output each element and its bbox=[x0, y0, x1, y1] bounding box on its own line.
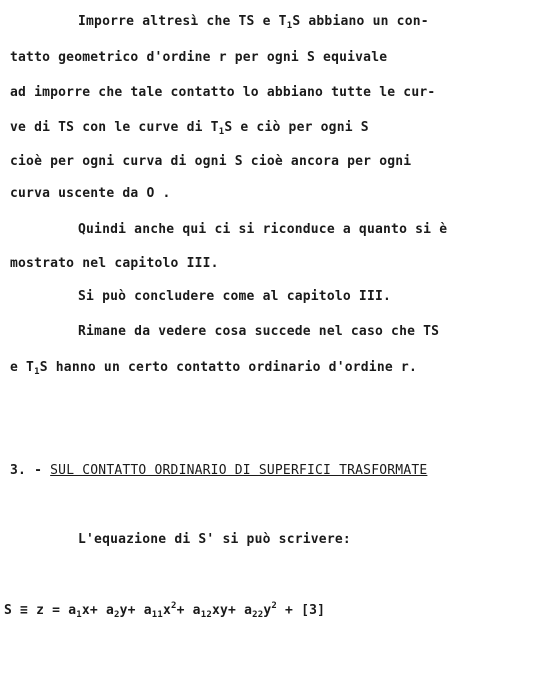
para3-line1: Si può concludere come al capitolo III. bbox=[78, 289, 392, 304]
para1-line1: Imporre altresì che TS e $T_1S$ abbiano un con- bbox=[78, 14, 429, 31]
para1-line6: curva uscente da O . bbox=[10, 186, 171, 201]
section-title: SUL CONTATTO ORDINARIO DI SUPERFICI TRASFORMATE bbox=[50, 463, 428, 478]
para4-line2: e $T_1S$ hanno un certo contatto ordinario d'ordine r. bbox=[10, 360, 417, 377]
para2-line1: Quindi anche qui ci si riconduce a quanto si è bbox=[78, 222, 448, 237]
section-number: 3. - bbox=[10, 463, 51, 478]
para2-line2: mostrato nel capitolo III. bbox=[10, 256, 219, 271]
para1-line3: ad imporre che tale contatto lo abbiano tutte le cur- bbox=[10, 85, 436, 100]
para1-line5: cioè per ogni curva di ogni S cioè ancora per ogni bbox=[10, 154, 412, 169]
equation-3: $S \equiv z = a_1x+ a_2y+ a_{11}x^2+ a_{12}xy+ a_{22}y^2 + [3]$ bbox=[4, 601, 326, 620]
section-heading bbox=[10, 463, 427, 479]
para1-line2: tatto geometrico d'ordine r per ogni S equivale bbox=[10, 50, 388, 65]
para1-line4: ve di TS con le curve di $T_1S$ e ciò per ogni S bbox=[10, 120, 369, 137]
equation-intro: L'equazione di S' si può scrivere: bbox=[78, 532, 351, 547]
para4-line1: Rimane da vedere cosa succede nel caso che TS bbox=[78, 324, 440, 339]
